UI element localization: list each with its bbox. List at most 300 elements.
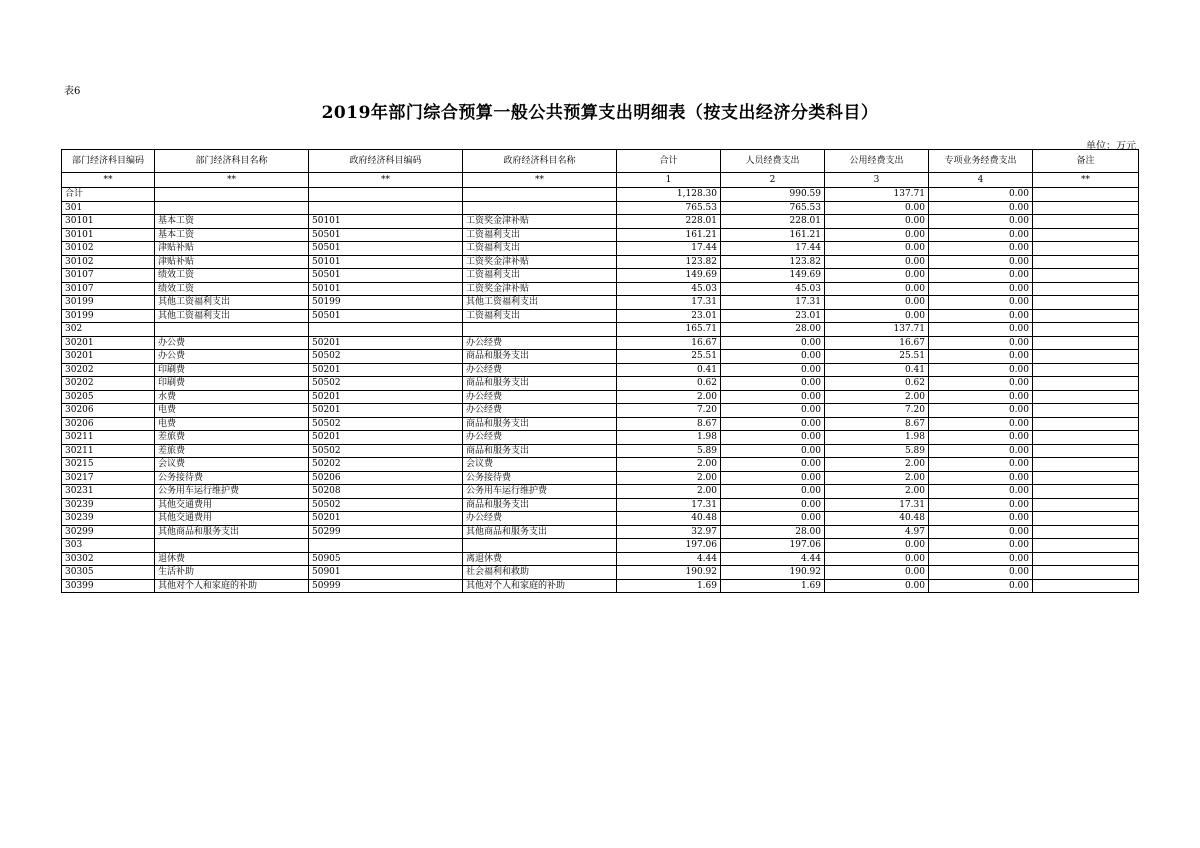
gov-code-cell: 50201 (309, 431, 463, 445)
dept-code-cell: 30102 (62, 255, 155, 269)
special-cell: 0.00 (929, 539, 1033, 553)
table-row (62, 431, 1139, 445)
gov-name-cell: 工资福利支出 (463, 309, 617, 323)
special-cell: 0.00 (929, 215, 1033, 229)
personnel-cell: 4.44 (721, 552, 825, 566)
gov-name-cell: 工资奖金津补贴 (463, 215, 617, 229)
public-cell: 0.62 (825, 377, 929, 391)
special-cell: 0.00 (929, 552, 1033, 566)
public-cell: 0.00 (825, 201, 929, 215)
note-cell (1033, 255, 1139, 269)
total-cell: 45.03 (617, 282, 721, 296)
table-row (62, 539, 1139, 553)
gov-name-cell: 商品和服务支出 (463, 444, 617, 458)
special-cell: 0.00 (929, 363, 1033, 377)
total-cell: 17.31 (617, 296, 721, 310)
total-cell: 17.44 (617, 242, 721, 256)
personnel-cell: 990.59 (721, 188, 825, 202)
total-cell: 0.41 (617, 363, 721, 377)
dept-name-cell: 绩效工资 (155, 269, 309, 283)
dept-name-cell (155, 188, 309, 202)
table-row (62, 296, 1139, 310)
personnel-cell: 28.00 (721, 323, 825, 337)
dept-code-cell: 30101 (62, 228, 155, 242)
personnel-cell: 28.00 (721, 525, 825, 539)
special-cell: 0.00 (929, 390, 1033, 404)
total-cell: 5.89 (617, 444, 721, 458)
gov-code-cell: 50101 (309, 255, 463, 269)
gov-code-cell: 50199 (309, 296, 463, 310)
personnel-cell: 0.00 (721, 458, 825, 472)
gov-name-cell (463, 188, 617, 202)
gov-code-cell: 50208 (309, 485, 463, 499)
special-cell: 0.00 (929, 471, 1033, 485)
note-cell (1033, 377, 1139, 391)
gov-name-cell: 商品和服务支出 (463, 350, 617, 364)
header-row (62, 150, 1139, 173)
table-row (62, 215, 1139, 229)
gov-name-cell (463, 323, 617, 337)
note-cell (1033, 444, 1139, 458)
public-cell: 0.00 (825, 309, 929, 323)
table-row (62, 417, 1139, 431)
personnel-cell: 765.53 (721, 201, 825, 215)
table-row (62, 336, 1139, 350)
col-header-total: 合计 (617, 150, 721, 173)
gov-code-cell: 50502 (309, 377, 463, 391)
dept-code-cell: 30211 (62, 431, 155, 445)
dept-name-cell: 电费 (155, 417, 309, 431)
table-row (62, 579, 1139, 593)
special-cell: 0.00 (929, 404, 1033, 418)
personnel-cell: 17.44 (721, 242, 825, 256)
table-row (62, 525, 1139, 539)
note-cell (1033, 201, 1139, 215)
note-cell (1033, 350, 1139, 364)
total-cell: 0.62 (617, 377, 721, 391)
public-cell: 4.97 (825, 525, 929, 539)
note-cell (1033, 188, 1139, 202)
dept-code-cell: 30107 (62, 269, 155, 283)
dept-name-cell (155, 323, 309, 337)
table-row (62, 269, 1139, 283)
public-cell: 8.67 (825, 417, 929, 431)
public-cell: 2.00 (825, 471, 929, 485)
note-cell (1033, 566, 1139, 580)
special-cell: 0.00 (929, 296, 1033, 310)
personnel-cell: 0.00 (721, 404, 825, 418)
note-cell (1033, 215, 1139, 229)
table-row (62, 458, 1139, 472)
gov-code-cell (309, 188, 463, 202)
dept-name-cell: 绩效工资 (155, 282, 309, 296)
public-cell: 0.00 (825, 269, 929, 283)
gov-name-cell: 其他对个人和家庭的补助 (463, 579, 617, 593)
total-cell: 2.00 (617, 390, 721, 404)
personnel-cell: 17.31 (721, 296, 825, 310)
special-cell: 0.00 (929, 282, 1033, 296)
total-cell: 161.21 (617, 228, 721, 242)
index-cell: 1 (617, 173, 721, 188)
col-header-gov-name: 政府经济科目名称 (463, 150, 617, 173)
special-cell: 0.00 (929, 485, 1033, 499)
table-row (62, 242, 1139, 256)
total-cell: 4.44 (617, 552, 721, 566)
gov-code-cell (309, 201, 463, 215)
index-cell: ** (62, 173, 155, 188)
index-cell: ** (463, 173, 617, 188)
personnel-cell: 0.00 (721, 431, 825, 445)
unit-label: 单位：万元 (1086, 141, 1136, 152)
total-cell: 17.31 (617, 498, 721, 512)
gov-code-cell: 50502 (309, 417, 463, 431)
total-cell: 197.06 (617, 539, 721, 553)
special-cell: 0.00 (929, 201, 1033, 215)
gov-name-cell: 办公经费 (463, 404, 617, 418)
personnel-cell: 0.00 (721, 363, 825, 377)
dept-name-cell: 生活补助 (155, 566, 309, 580)
table-row (62, 188, 1139, 202)
special-cell: 0.00 (929, 458, 1033, 472)
note-cell (1033, 269, 1139, 283)
gov-code-cell: 50901 (309, 566, 463, 580)
note-cell (1033, 296, 1139, 310)
dept-name-cell: 其他工资福利支出 (155, 296, 309, 310)
note-cell (1033, 552, 1139, 566)
note-cell (1033, 363, 1139, 377)
total-cell: 149.69 (617, 269, 721, 283)
budget-table (61, 149, 1139, 593)
dept-code-cell: 30217 (62, 471, 155, 485)
note-cell (1033, 309, 1139, 323)
note-cell (1033, 458, 1139, 472)
table-row (62, 377, 1139, 391)
table-row (62, 485, 1139, 499)
total-cell: 1.98 (617, 431, 721, 445)
dept-name-cell: 其他交通费用 (155, 512, 309, 526)
total-cell: 8.67 (617, 417, 721, 431)
special-cell: 0.00 (929, 444, 1033, 458)
dept-code-cell: 30101 (62, 215, 155, 229)
table-row (62, 309, 1139, 323)
dept-name-cell: 基本工资 (155, 215, 309, 229)
gov-name-cell: 工资福利支出 (463, 269, 617, 283)
dept-code-cell: 30206 (62, 417, 155, 431)
personnel-cell: 123.82 (721, 255, 825, 269)
dept-code-cell: 30199 (62, 296, 155, 310)
dept-code-cell: 302 (62, 323, 155, 337)
special-cell: 0.00 (929, 309, 1033, 323)
personnel-cell: 190.92 (721, 566, 825, 580)
total-cell: 23.01 (617, 309, 721, 323)
note-cell (1033, 228, 1139, 242)
gov-name-cell: 工资奖金津补贴 (463, 255, 617, 269)
index-cell: 4 (929, 173, 1033, 188)
personnel-cell: 0.00 (721, 336, 825, 350)
dept-name-cell: 基本工资 (155, 228, 309, 242)
personnel-cell: 0.00 (721, 498, 825, 512)
public-cell: 0.41 (825, 363, 929, 377)
dept-code-cell: 30201 (62, 350, 155, 364)
special-cell: 0.00 (929, 512, 1033, 526)
gov-code-cell: 50999 (309, 579, 463, 593)
dept-code-cell: 30239 (62, 498, 155, 512)
total-cell: 165.71 (617, 323, 721, 337)
gov-code-cell: 50101 (309, 215, 463, 229)
table-row (62, 471, 1139, 485)
personnel-cell: 197.06 (721, 539, 825, 553)
dept-code-cell: 30231 (62, 485, 155, 499)
col-header-dept-code: 部门经济科目编码 (62, 150, 155, 173)
index-cell: ** (1033, 173, 1139, 188)
special-cell: 0.00 (929, 255, 1033, 269)
table-row (62, 255, 1139, 269)
dept-code-cell: 30215 (62, 458, 155, 472)
total-cell: 2.00 (617, 458, 721, 472)
col-header-personnel: 人员经费支出 (721, 150, 825, 173)
col-header-gov-code: 政府经济科目编码 (309, 150, 463, 173)
personnel-cell: 0.00 (721, 377, 825, 391)
gov-code-cell: 50206 (309, 471, 463, 485)
dept-name-cell: 印刷费 (155, 363, 309, 377)
gov-name-cell: 办公经费 (463, 363, 617, 377)
gov-code-cell: 50501 (309, 228, 463, 242)
note-cell (1033, 525, 1139, 539)
dept-code-cell: 合计 (62, 188, 155, 202)
dept-name-cell: 公务用车运行维护费 (155, 485, 309, 499)
gov-name-cell: 工资福利支出 (463, 242, 617, 256)
dept-code-cell: 30299 (62, 525, 155, 539)
note-cell (1033, 498, 1139, 512)
dept-name-cell: 津贴补贴 (155, 242, 309, 256)
note-cell (1033, 417, 1139, 431)
table-row (62, 282, 1139, 296)
special-cell: 0.00 (929, 242, 1033, 256)
gov-code-cell: 50201 (309, 404, 463, 418)
note-cell (1033, 242, 1139, 256)
gov-name-cell: 其他商品和服务支出 (463, 525, 617, 539)
personnel-cell: 45.03 (721, 282, 825, 296)
table-row (62, 363, 1139, 377)
table-row (62, 498, 1139, 512)
note-cell (1033, 390, 1139, 404)
gov-code-cell: 50101 (309, 282, 463, 296)
gov-name-cell: 办公经费 (463, 336, 617, 350)
public-cell: 25.51 (825, 350, 929, 364)
public-cell: 2.00 (825, 458, 929, 472)
dept-name-cell: 会议费 (155, 458, 309, 472)
index-row (62, 173, 1139, 188)
total-cell: 190.92 (617, 566, 721, 580)
gov-code-cell: 50201 (309, 363, 463, 377)
personnel-cell: 1.69 (721, 579, 825, 593)
gov-name-cell: 离退休费 (463, 552, 617, 566)
gov-code-cell: 50905 (309, 552, 463, 566)
dept-code-cell: 30205 (62, 390, 155, 404)
table-row (62, 444, 1139, 458)
table-row (62, 228, 1139, 242)
total-cell: 40.48 (617, 512, 721, 526)
special-cell: 0.00 (929, 228, 1033, 242)
gov-name-cell: 办公经费 (463, 512, 617, 526)
public-cell: 7.20 (825, 404, 929, 418)
dept-code-cell: 30201 (62, 336, 155, 350)
col-header-dept-name: 部门经济科目名称 (155, 150, 309, 173)
total-cell: 228.01 (617, 215, 721, 229)
gov-code-cell: 50202 (309, 458, 463, 472)
personnel-cell: 149.69 (721, 269, 825, 283)
public-cell: 2.00 (825, 390, 929, 404)
document-title: 2019年部门综合预算一般公共预算支出明细表（按支出经济分类科目） (321, 103, 879, 123)
dept-code-cell: 30202 (62, 363, 155, 377)
total-cell: 25.51 (617, 350, 721, 364)
dept-code-cell: 30107 (62, 282, 155, 296)
dept-name-cell: 水费 (155, 390, 309, 404)
dept-name-cell: 差旅费 (155, 431, 309, 445)
personnel-cell: 228.01 (721, 215, 825, 229)
dept-code-cell: 30302 (62, 552, 155, 566)
public-cell: 0.00 (825, 552, 929, 566)
total-cell: 16.67 (617, 336, 721, 350)
total-cell: 2.00 (617, 485, 721, 499)
note-cell (1033, 336, 1139, 350)
note-cell (1033, 323, 1139, 337)
gov-code-cell: 50501 (309, 269, 463, 283)
public-cell: 2.00 (825, 485, 929, 499)
gov-code-cell: 50201 (309, 336, 463, 350)
public-cell: 0.00 (825, 579, 929, 593)
special-cell: 0.00 (929, 350, 1033, 364)
special-cell: 0.00 (929, 566, 1033, 580)
special-cell: 0.00 (929, 377, 1033, 391)
dept-name-cell: 公务接待费 (155, 471, 309, 485)
special-cell: 0.00 (929, 498, 1033, 512)
special-cell: 0.00 (929, 269, 1033, 283)
dept-code-cell: 30199 (62, 309, 155, 323)
gov-code-cell: 50502 (309, 350, 463, 364)
personnel-cell: 161.21 (721, 228, 825, 242)
special-cell: 0.00 (929, 417, 1033, 431)
total-cell: 123.82 (617, 255, 721, 269)
public-cell: 0.00 (825, 255, 929, 269)
col-header-note: 备注 (1033, 150, 1139, 173)
table-row (62, 512, 1139, 526)
dept-code-cell: 30305 (62, 566, 155, 580)
total-cell: 7.20 (617, 404, 721, 418)
note-cell (1033, 431, 1139, 445)
public-cell: 17.31 (825, 498, 929, 512)
personnel-cell: 0.00 (721, 350, 825, 364)
gov-name-cell: 办公经费 (463, 390, 617, 404)
dept-name-cell: 其他商品和服务支出 (155, 525, 309, 539)
public-cell: 0.00 (825, 539, 929, 553)
gov-name-cell: 公务接待费 (463, 471, 617, 485)
note-cell (1033, 579, 1139, 593)
special-cell: 0.00 (929, 579, 1033, 593)
gov-name-cell: 公务用车运行维护费 (463, 485, 617, 499)
index-cell: ** (155, 173, 309, 188)
gov-name-cell: 社会福利和救助 (463, 566, 617, 580)
total-cell: 1.69 (617, 579, 721, 593)
note-cell (1033, 282, 1139, 296)
gov-name-cell: 办公经费 (463, 431, 617, 445)
dept-code-cell: 30399 (62, 579, 155, 593)
dept-name-cell: 印刷费 (155, 377, 309, 391)
index-cell: 3 (825, 173, 929, 188)
dept-code-cell: 30211 (62, 444, 155, 458)
table-row (62, 404, 1139, 418)
public-cell: 0.00 (825, 282, 929, 296)
public-cell: 16.67 (825, 336, 929, 350)
col-header-public: 公用经费支出 (825, 150, 929, 173)
gov-name-cell: 商品和服务支出 (463, 417, 617, 431)
note-cell (1033, 512, 1139, 526)
total-cell: 765.53 (617, 201, 721, 215)
dept-code-cell: 30206 (62, 404, 155, 418)
dept-code-cell: 303 (62, 539, 155, 553)
gov-code-cell: 50501 (309, 309, 463, 323)
total-cell: 2.00 (617, 471, 721, 485)
dept-name-cell: 办公费 (155, 336, 309, 350)
dept-name-cell: 办公费 (155, 350, 309, 364)
public-cell: 0.00 (825, 566, 929, 580)
dept-name-cell: 其他工资福利支出 (155, 309, 309, 323)
note-cell (1033, 539, 1139, 553)
gov-code-cell: 50501 (309, 242, 463, 256)
dept-name-cell (155, 201, 309, 215)
gov-name-cell (463, 201, 617, 215)
col-header-special: 专项业务经费支出 (929, 150, 1033, 173)
dept-name-cell: 津贴补贴 (155, 255, 309, 269)
personnel-cell: 0.00 (721, 485, 825, 499)
gov-code-cell (309, 323, 463, 337)
table-number: 表6 (64, 86, 81, 97)
special-cell: 0.00 (929, 431, 1033, 445)
personnel-cell: 0.00 (721, 512, 825, 526)
dept-name-cell: 其他交通费用 (155, 498, 309, 512)
gov-name-cell (463, 539, 617, 553)
dept-code-cell: 30102 (62, 242, 155, 256)
special-cell: 0.00 (929, 336, 1033, 350)
dept-code-cell: 30239 (62, 512, 155, 526)
personnel-cell: 23.01 (721, 309, 825, 323)
gov-name-cell: 工资福利支出 (463, 228, 617, 242)
personnel-cell: 0.00 (721, 471, 825, 485)
note-cell (1033, 471, 1139, 485)
special-cell: 0.00 (929, 323, 1033, 337)
public-cell: 137.71 (825, 188, 929, 202)
gov-code-cell: 50299 (309, 525, 463, 539)
gov-name-cell: 其他工资福利支出 (463, 296, 617, 310)
gov-code-cell: 50201 (309, 512, 463, 526)
gov-code-cell: 50502 (309, 444, 463, 458)
dept-code-cell: 301 (62, 201, 155, 215)
dept-name-cell (155, 539, 309, 553)
public-cell: 0.00 (825, 242, 929, 256)
note-cell (1033, 404, 1139, 418)
personnel-cell: 0.00 (721, 390, 825, 404)
table-row (62, 201, 1139, 215)
dept-name-cell: 电费 (155, 404, 309, 418)
table-row (62, 552, 1139, 566)
public-cell: 0.00 (825, 215, 929, 229)
public-cell: 0.00 (825, 296, 929, 310)
gov-name-cell: 会议费 (463, 458, 617, 472)
gov-code-cell: 50201 (309, 390, 463, 404)
special-cell: 0.00 (929, 525, 1033, 539)
total-cell: 1,128.30 (617, 188, 721, 202)
personnel-cell: 0.00 (721, 444, 825, 458)
